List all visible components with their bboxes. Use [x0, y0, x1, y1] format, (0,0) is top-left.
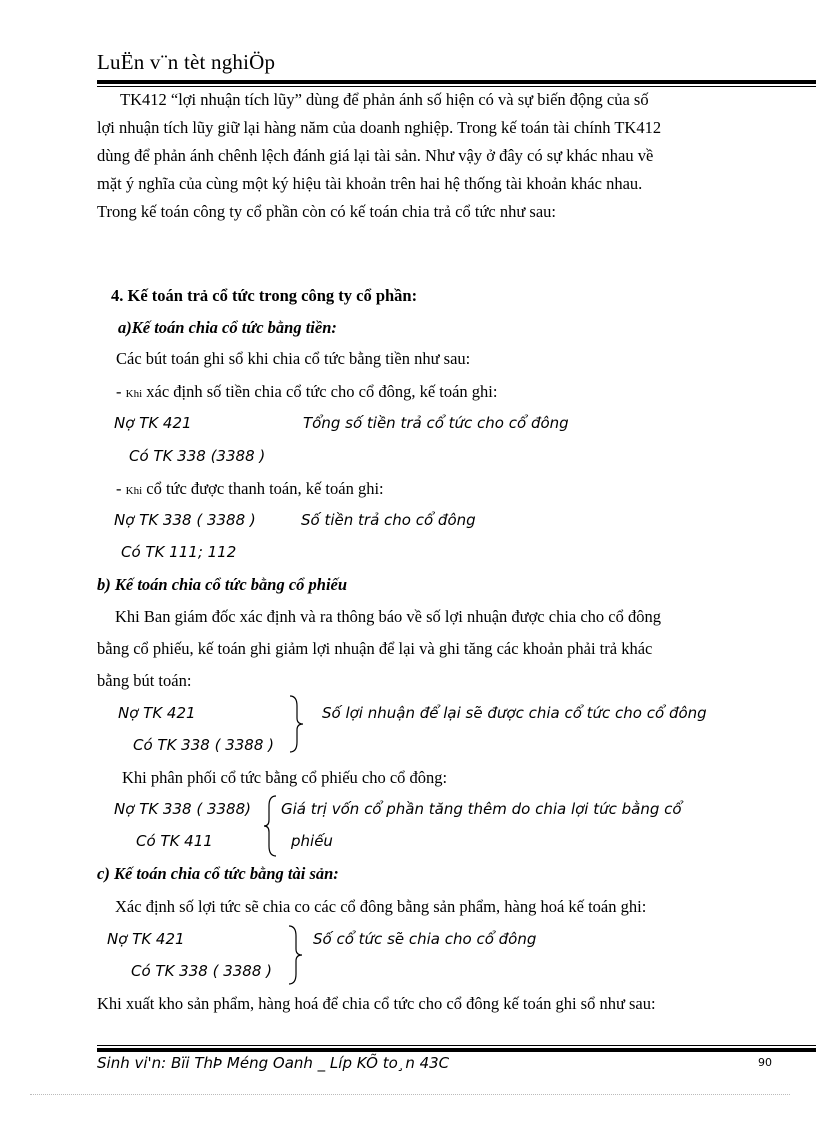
entry-a1-credit: Có TK 338 (3388 ): [129, 447, 266, 465]
entry-c-credit: Có TK 338 ( 3388 ): [131, 962, 272, 980]
entry-b1-debit: Nợ TK 421: [118, 704, 196, 722]
section-a-intro: Các bút toán ghi sổ khi chia cổ tức bằng tiền như sau:: [116, 349, 471, 368]
brace-b1: [286, 694, 306, 754]
brace-b2: [262, 794, 282, 858]
entry-a2-debit: Nợ TK 338 ( 3388 ): [114, 511, 256, 529]
section-b-heading: b) Kế toán chia cổ tức bằng cổ phiếu: [97, 575, 348, 594]
item-2-text: cổ tức được thanh toán, kế toán ghi:: [146, 479, 384, 498]
intro-line-2: lợi nhuận tích lũy giữ lại hàng năm của doanh nghiệp. Trong kế toán tài chính TK412: [97, 118, 662, 137]
footer-rule-thick: [97, 1048, 816, 1052]
section-4-heading: 4. Kế toán trả cổ tức trong công ty cổ phần:: [111, 286, 418, 305]
intro-line-5: Trong kế toán công ty cổ phần còn có kế toán chia trả cổ tức như sau:: [97, 202, 556, 221]
header-rule-thick: [97, 80, 816, 84]
section-a-item-1: - Khi xác định số tiền chia cổ tức cho cổ đông, kế toán ghi:: [116, 382, 498, 401]
intro-line-4: mặt ý nghĩa của cùng một ký hiệu tài khoản trên hai hệ thống tài khoản khác nhau.: [97, 174, 643, 193]
section-a-heading: a)Kế toán chia cổ tức bằng tiền:: [118, 318, 337, 337]
page-number: 90: [758, 1056, 772, 1069]
entry-a1-note: Tổng số tiền trả cổ tức cho cổ đông: [303, 414, 569, 432]
section-c-heading: c) Kế toán chia cổ tức bằng tài sản:: [97, 864, 339, 883]
entry-b2-credit: Có TK 411: [136, 832, 213, 850]
section-b-para-1: Khi Ban giám đốc xác định và ra thông báo về số lợi nhuận được chia cho cổ đông: [115, 607, 662, 626]
bottom-dotted-line: [30, 1094, 790, 1095]
item-1-prefix: Khi: [125, 388, 143, 400]
entry-a2-note: Số tiền trả cho cổ đông: [301, 511, 476, 529]
section-a-item-2: - Khi cổ tức được thanh toán, kế toán ghi:: [116, 479, 384, 498]
item-2-prefix: Khi: [125, 485, 143, 497]
entry-a1-debit: Nợ TK 421: [114, 414, 192, 432]
footer-rule-thin: [97, 1045, 816, 1046]
entry-c-debit: Nợ TK 421: [107, 930, 185, 948]
brace-c: [285, 924, 305, 986]
entry-b1-note: Số lợi nhuận để lại sẽ được chia cổ tức cho cổ đông: [322, 704, 707, 722]
entry-a2-credit: Có TK 111; 112: [121, 543, 237, 561]
entry-c-note: Số cổ tức sẽ chia cho cổ đông: [313, 930, 537, 948]
intro-line-3: dùng để phản ánh chênh lệch đánh giá lại tài sản. Như vậy ở đây có sự khác nhau về: [97, 146, 654, 165]
header-title: LuËn v¨n tèt nghiÖp: [97, 50, 276, 74]
entry-b1-credit: Có TK 338 ( 3388 ): [133, 736, 274, 754]
item-1-text: xác định số tiền chia cổ tức cho cổ đông, kế toán ghi:: [146, 382, 498, 401]
section-c-closing: Khi xuất kho sản phẩm, hàng hoá để chia cổ tức cho cổ đông kế toán ghi sổ như sau:: [97, 994, 656, 1013]
entry-b2-note-1: Giá trị vốn cổ phần tăng thêm do chia lợi tức bằng cổ: [281, 800, 682, 818]
section-b-line-2: Khi phân phối cổ tức bằng cổ phiếu cho cổ đông:: [122, 768, 448, 787]
entry-b2-note-2: phiếu: [291, 832, 333, 850]
header-rule-thin: [97, 86, 816, 87]
section-b-para-3: bằng bút toán:: [97, 671, 192, 690]
intro-line-1: TK412 “lợi nhuận tích lũy” dùng để phản ánh số hiện có và sự biến động của số: [120, 90, 649, 109]
section-b-para-2: bằng cổ phiếu, kế toán ghi giảm lợi nhuận để lại và ghi tăng các khoản phải trả khác: [97, 639, 653, 658]
section-c-line-1: Xác định số lợi tức sẽ chia co các cổ đông bằng sản phẩm, hàng hoá kế toán ghi:: [115, 897, 647, 916]
footer-author: Sinh vi'n: Bïi ThÞ Méng Oanh _ Líp KÕ to¸n 43C: [97, 1054, 450, 1072]
entry-b2-debit: Nợ TK 338 ( 3388): [114, 800, 251, 818]
